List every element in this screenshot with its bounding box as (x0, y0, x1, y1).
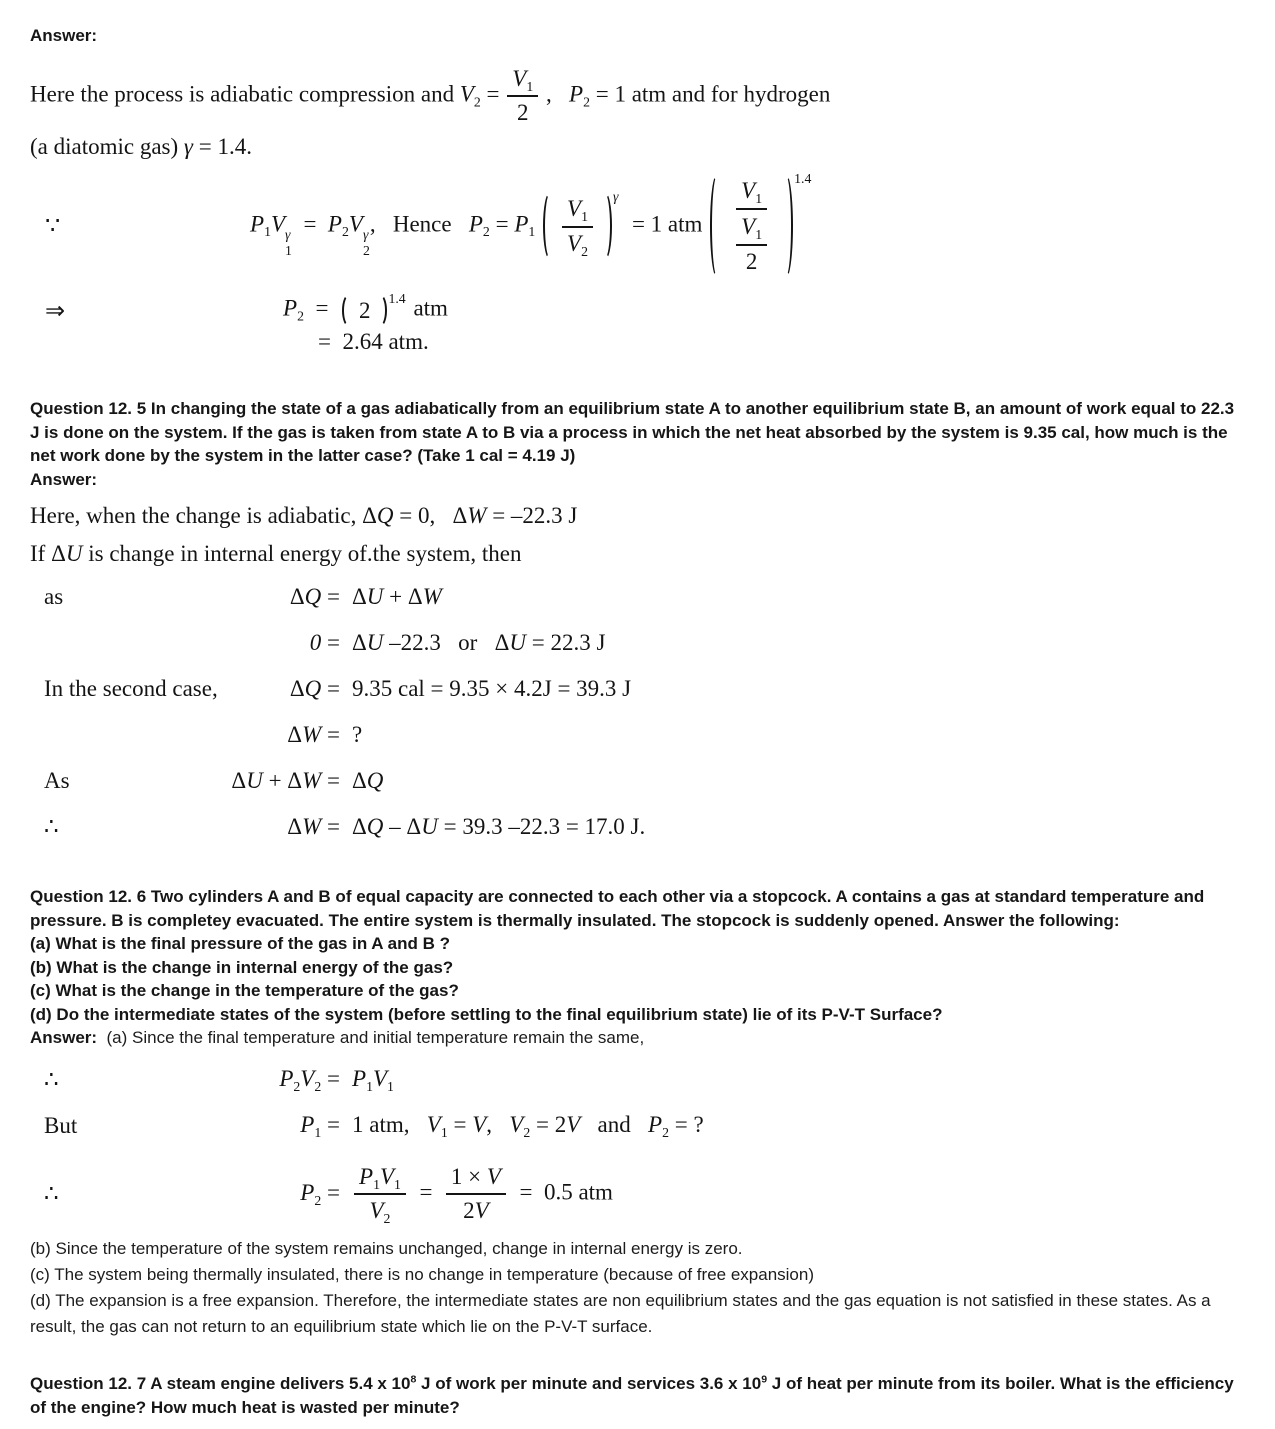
math-subscript: 1 (366, 1078, 373, 1094)
math-superscript: γ (362, 226, 369, 242)
math-text: = (480, 81, 506, 107)
math-fraction (354, 1162, 406, 1227)
math-text: 2 (517, 100, 529, 126)
q5-equation-row (30, 811, 1245, 843)
math-subscript: 1 (440, 1124, 448, 1140)
math-var: Q (376, 503, 394, 528)
math-var: γ (183, 134, 193, 159)
q6-item-c: (c) What is the change in the temperature of the gas? (30, 981, 459, 1000)
math-subscript: 1 (285, 242, 292, 258)
math-var: V (300, 1065, 315, 1091)
q4-gamma-line (30, 134, 1245, 160)
math-text: atm (407, 295, 448, 321)
math-text: = (321, 1179, 340, 1205)
math-text: = 22.3 J (526, 630, 606, 655)
q5-answer-line-1 (30, 503, 1245, 529)
math-var: V (426, 1111, 441, 1137)
math-text: , Hence (369, 211, 469, 237)
q6-item-b: (b) What is the change in internal energy of the gas? (30, 957, 454, 977)
equation-row-label: But (44, 1112, 78, 1138)
math-text: , (486, 1111, 510, 1137)
fraction-denominator (741, 246, 763, 277)
fraction-numerator (736, 176, 767, 210)
math-text (535, 211, 541, 236)
math-var: V (567, 195, 582, 221)
equation-row-label: as (44, 584, 64, 609)
math-var: P (514, 211, 529, 237)
equation-rhs (352, 584, 442, 610)
math-var: P (359, 1163, 374, 1189)
math-var: V (474, 1198, 489, 1224)
math-text: 9.35 cal = 9.35 × 4.2J = 39.3 J (352, 676, 632, 701)
q5-answer-line-2 (30, 541, 1245, 567)
equation-lhs (30, 1112, 340, 1140)
math-var: Q (366, 768, 384, 793)
because-symbol: ∵ (45, 213, 61, 240)
math-subscript: 1 (526, 78, 534, 94)
fraction-numerator (354, 1162, 406, 1196)
math-subscript: 1 (528, 224, 536, 240)
math-text: Δ (352, 768, 367, 793)
math-text: = (303, 295, 340, 321)
math-var: 0 (309, 630, 322, 655)
math-text: Here the process is adiabatic compression and (30, 81, 460, 107)
q6-equation-row (30, 1064, 1245, 1096)
group-exponent: 1.4 (388, 291, 406, 307)
math-var: V (348, 211, 363, 237)
math-text: Δ (287, 722, 303, 747)
fraction-denominator (458, 1195, 494, 1226)
math-text: = (447, 1111, 473, 1137)
math-text: 1 × (450, 1163, 487, 1189)
q6-answer-heading: Answer: (30, 1028, 98, 1047)
math-subscript: 2 (314, 1078, 322, 1094)
math-subscript: 1 (264, 224, 271, 240)
math-var: V (459, 81, 474, 107)
math-text: = 1 atm (620, 211, 709, 237)
math-text: 2 (745, 248, 758, 274)
q5-equation-row (30, 581, 1245, 613)
math-text: Δ (352, 814, 367, 839)
math-fraction (729, 176, 774, 276)
math-var: U (366, 584, 384, 609)
math-text: –22.3 or Δ (383, 630, 510, 655)
math-text: = (321, 722, 340, 747)
q6-equation-row (30, 1110, 1245, 1142)
math-text: Δ (352, 630, 367, 655)
math-var: P (569, 81, 584, 107)
equation-lhs (30, 676, 340, 702)
math-paren-group (342, 291, 406, 327)
math-fraction (736, 212, 767, 277)
math-var: P (352, 1065, 367, 1091)
equation-rhs (352, 722, 362, 748)
q7-text-post: J of heat per minute from its boiler. What is the efficiency of the engine? How much heat is wasted per minute? (30, 1374, 1234, 1417)
equation-row-label: In the second case, (44, 676, 218, 701)
math-paren-group (710, 171, 812, 278)
math-var: V (270, 211, 286, 237)
math-var: V (472, 1111, 487, 1137)
math-text: = 2 (530, 1111, 567, 1137)
math-text: Δ (289, 676, 305, 701)
math-text: = 2.64 atm. (318, 329, 429, 354)
math-text: = –22.3 J (486, 503, 578, 528)
q5-answer-heading: Answer: (30, 469, 98, 489)
math-subscript: 2 (473, 93, 481, 109)
math-var: Q (366, 814, 384, 839)
math-text: Δ (289, 584, 305, 609)
math-var: P (283, 295, 298, 321)
left-paren (543, 192, 557, 261)
equation-rhs (352, 676, 631, 702)
math-text: 1 atm, (352, 1111, 427, 1137)
q4-result-line-2 (318, 329, 429, 355)
math-var: U (421, 814, 438, 839)
equation-rhs (352, 1066, 394, 1094)
equation-lhs (30, 768, 340, 794)
q6-answer-intro: (a) Since the final temperature and initial temperature remain the same, (97, 1028, 645, 1047)
math-text: Δ (352, 584, 367, 609)
equation-row-label: ∴ (44, 814, 59, 839)
math-var: V (509, 1111, 524, 1137)
equation-row-label: As (44, 768, 70, 793)
math-text: – Δ (383, 814, 422, 839)
fraction-numerator (446, 1162, 506, 1196)
left-paren (710, 174, 724, 278)
math-text: 2 (358, 297, 371, 323)
math-text: = 1 atm and for hydrogen (589, 81, 831, 107)
math-var: U (366, 630, 384, 655)
math-text: Δ (231, 768, 247, 793)
q6-equation-row (30, 1162, 1245, 1227)
math-text: = (321, 1065, 340, 1091)
math-superscript: γ (285, 226, 291, 242)
fraction-denominator (729, 210, 774, 277)
math-text: = 39.3 –22.3 = 17.0 J. (437, 814, 646, 839)
math-var: U (246, 768, 263, 793)
math-subscript: 1 (387, 1078, 394, 1094)
math-var: Q (304, 676, 322, 701)
equation-row-label: ∴ (44, 1180, 59, 1206)
math-var: V (379, 1163, 395, 1189)
math-text: = (321, 676, 340, 701)
math-text: and (580, 1111, 648, 1137)
math-var: V (741, 178, 756, 203)
equation-lhs (30, 1066, 340, 1094)
math-subscript: 2 (297, 308, 304, 324)
fraction-denominator (512, 97, 534, 128)
equation-lhs (30, 814, 340, 840)
math-var: V (566, 1111, 581, 1137)
fraction-numerator (736, 212, 767, 246)
q4-intro-line (30, 64, 1245, 129)
math-text: is change in internal energy of.the system, then (82, 541, 522, 566)
math-var: P (300, 1179, 315, 1205)
math-text: = 0, Δ (393, 503, 468, 528)
math-subscript: 1 (755, 226, 763, 242)
math-fraction (446, 1162, 506, 1227)
q5-equation-row (30, 765, 1245, 797)
math-subscript: 1 (755, 190, 763, 206)
q4-result-line-1 (283, 291, 448, 327)
equation-lhs (30, 584, 340, 610)
math-subscript: 2 (662, 1124, 669, 1140)
math-subscript: 2 (293, 1078, 301, 1094)
math-text: = (321, 814, 340, 839)
math-subscript: 2 (341, 224, 349, 240)
q7-text-mid: J of work per minute and services 3.6 x 10 (416, 1374, 762, 1393)
fraction-numerator (507, 64, 538, 98)
math-subscript: 1 (314, 1124, 322, 1140)
math-var: P (648, 1111, 663, 1137)
math-text: = (321, 584, 340, 609)
q5-equation-row (30, 673, 1245, 705)
math-text: ? (352, 722, 363, 747)
q6-item-a: (a) What is the final pressure of the gas in A and B ? (30, 934, 451, 953)
math-supsub (363, 227, 370, 259)
equation-row-label: ∴ (44, 1066, 59, 1092)
math-var: V (372, 1065, 388, 1091)
math-subscript: 2 (581, 243, 588, 259)
q4-main-equation (250, 171, 813, 278)
q6-item-d: (d) Do the intermediate states of the system (before settling to the final equilibrium state) lie of its P-V-T Surface? (30, 1004, 943, 1024)
math-var: V (512, 65, 527, 91)
equation-rhs (352, 768, 383, 794)
q7-text-pre: Question 12. 7 A steam engine delivers 5.4 x 10 (30, 1374, 411, 1393)
math-var: W (302, 814, 322, 839)
equation-lhs (30, 722, 340, 748)
fraction-numerator (562, 194, 593, 228)
math-text: = (407, 1179, 444, 1205)
equation-rhs (352, 814, 645, 840)
q5-equation-row (30, 627, 1245, 659)
math-text: = (321, 630, 340, 655)
q6-note-b: (b) Since the temperature of the system remains unchanged, change in internal energy is zero. (30, 1239, 743, 1258)
math-subscript: 1 (581, 208, 588, 224)
fraction-denominator (562, 228, 593, 259)
q4-main-equation-row (30, 171, 1245, 278)
math-var: P (468, 211, 483, 237)
q4-result-row-1 (30, 291, 1245, 327)
math-var: V (741, 213, 756, 239)
right-paren (373, 294, 387, 327)
math-text: Δ (287, 814, 303, 839)
right-paren (779, 174, 793, 278)
q6-question-text: Question 12. 6 Two cylinders A and B of equal capacity are connected to each other via a stopcock. A contains a gas at standard temperature and pressure. B is completey evacuated. The entire system is thermally insulated. The stopcock is suddenly opened. Answer the following: (30, 887, 1205, 930)
q6-note-d: (d) The expansion is a free expansion. Therefore, the intermediate states are non equilibrium states and the gas equation is not satisfied in these states. As a result, the gas can not return to an equilibrium state which lie on the P-V-T surface. (30, 1291, 1211, 1336)
q5-question-text: Question 12. 5 In changing the state of a gas adiabatically from an equilibrium state A to another equilibrium state B, an amount of work equal to 22.3 J is done on the system. If the gas is taken from state A to B via a process in which the net heat absorbed by the system is 9.35 cal, how much is the net work done by the system in the latter case? (Take 1 cal = 4.19 J) (30, 399, 1235, 465)
math-subscript: 1 (373, 1176, 380, 1192)
math-var: W (467, 503, 487, 528)
math-var: W (302, 768, 322, 793)
math-text: + Δ (383, 584, 423, 609)
math-subscript: 2 (583, 93, 590, 109)
equation-rhs (352, 1162, 613, 1227)
math-subscript: 2 (482, 224, 490, 240)
math-text: , (540, 81, 569, 107)
fraction-denominator (364, 1195, 395, 1226)
group-exponent: 1.4 (794, 171, 812, 186)
q4-answer-heading: Answer: (30, 26, 98, 45)
math-subscript: 2 (362, 242, 370, 258)
math-var: P (327, 211, 342, 237)
math-paren-group (543, 188, 619, 261)
math-supsub (285, 227, 292, 259)
q6-note-c: (c) The system being thermally insulated, there is no change in temperature (because of free expansion) (30, 1265, 814, 1284)
math-var: V (567, 230, 582, 256)
math-text: = (291, 211, 328, 237)
math-var: P (250, 211, 265, 237)
left-paren (342, 294, 356, 327)
math-text: = (489, 211, 515, 237)
math-var: Q (304, 584, 322, 609)
group-exponent: γ (613, 188, 619, 204)
math-text: = 0.5 atm (507, 1179, 613, 1205)
math-subscript: 2 (383, 1211, 391, 1227)
math-fraction (507, 64, 538, 129)
implies-symbol: ⇒ (45, 298, 66, 325)
math-var: P (300, 1111, 315, 1137)
math-text: If Δ (30, 541, 66, 566)
math-text: (a diatomic gas) (30, 134, 184, 159)
q5-equation-row (30, 719, 1245, 751)
math-text: = ? (668, 1111, 704, 1137)
q7-exponent-8: 8 (410, 1373, 417, 1386)
equation-rhs (352, 630, 605, 656)
math-var: U (65, 541, 83, 566)
math-var: P (279, 1065, 294, 1091)
math-fraction (562, 194, 593, 259)
math-subscript: 2 (314, 1192, 322, 1208)
math-var: V (486, 1163, 501, 1189)
equation-rhs (352, 1112, 704, 1140)
q7-exponent-9: 9 (761, 1373, 768, 1386)
paren-content (726, 174, 777, 278)
paren-content (358, 296, 372, 326)
q7-question-text (30, 1372, 1245, 1419)
paren-content (559, 192, 596, 261)
equation-lhs (30, 1180, 340, 1208)
math-text: + Δ (262, 768, 303, 793)
math-var: V (369, 1198, 384, 1224)
math-text: = (321, 768, 340, 793)
math-var: W (422, 584, 442, 609)
math-text: Here, when the change is adiabatic, Δ (30, 503, 377, 528)
math-subscript: 2 (523, 1124, 531, 1140)
math-text: 2 (463, 1198, 475, 1224)
math-text: = 1.4. (193, 134, 252, 159)
math-var: W (302, 722, 322, 747)
math-var: U (509, 630, 526, 655)
q6-answer-intro-row (30, 1026, 1245, 1050)
math-subscript: 1 (394, 1176, 401, 1192)
right-paren (598, 192, 612, 261)
q4-result-row-2 (30, 329, 1245, 355)
math-text: = (321, 1111, 340, 1137)
equation-lhs (30, 630, 340, 656)
